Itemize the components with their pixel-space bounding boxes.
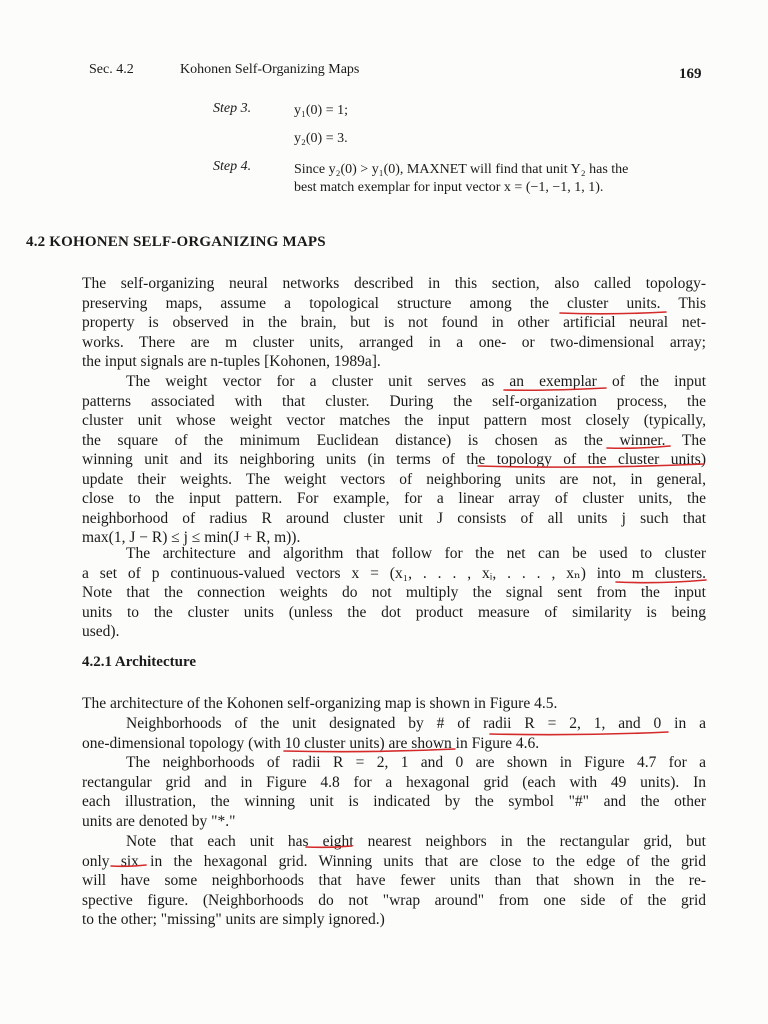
text-line: units are denoted by "*." bbox=[82, 812, 236, 830]
underline-eight bbox=[306, 846, 352, 847]
text-line: patterns associated with that cluster. During the self-organization process, the bbox=[82, 392, 706, 410]
text-line: will have some neighborhoods that have fewer units than that shown in the re- bbox=[82, 872, 706, 889]
underline-exemplar bbox=[504, 388, 606, 390]
step3-label: Step 3. bbox=[213, 101, 252, 116]
step4-line1: Since y₂(0) > y₁(0), MAXNET will find that unit Y₂ has the bbox=[294, 162, 629, 177]
running-header-section: Sec. 4.2 bbox=[89, 62, 134, 77]
text-line: update their weights. The weight vectors of neighboring units are not, in general, bbox=[82, 470, 706, 488]
text-line: only six in the hexagonal grid. Winning units that are close to the edge of the grid bbox=[82, 852, 706, 870]
text-line: The neighborhoods of radii R = 2, 1 and 0 are shown in Figure 4.7 for a bbox=[126, 754, 706, 771]
text-line: used). bbox=[82, 623, 120, 640]
text-line: winning unit and its neighboring units (in terms of the topology of the cluster units) bbox=[82, 451, 706, 468]
text-line: The architecture of the Kohonen self-organizing map is shown in Figure 4.5. bbox=[82, 695, 558, 712]
text-line: max(1, J − R) ≤ j ≤ min(J + R, m)). bbox=[82, 529, 301, 546]
running-header-title: Kohonen Self-Organizing Maps bbox=[180, 62, 360, 77]
underline-with-10-cluster-units bbox=[284, 749, 455, 752]
underline-radii bbox=[490, 732, 668, 735]
underline-cluster-units bbox=[560, 312, 666, 314]
text-line: property is observed in the brain, but is not found in other artificial neural net- bbox=[82, 314, 706, 331]
subsection-heading: 4.2.1 Architecture bbox=[82, 654, 197, 670]
step3-line2: y₂(0) = 3. bbox=[294, 131, 348, 146]
text-line: the input signals are n-tuples [Kohonen, 1989a]. bbox=[82, 353, 381, 370]
step4-line2: best match exemplar for input vector x = (−1, −1, 1, 1). bbox=[294, 180, 604, 195]
underline-topology-of-cluster-units bbox=[478, 464, 704, 467]
section-heading: 4.2 KOHONEN SELF-ORGANIZING MAPS bbox=[26, 234, 326, 250]
text-line: close to the input pattern. For example, for a linear array of cluster units, the bbox=[82, 490, 706, 507]
text-line: one-dimensional topology (with 10 cluster units) are shown in Figure 4.6. bbox=[82, 734, 540, 752]
text-line: works. There are m cluster units, arranged in a one- or two-dimensional array; bbox=[82, 333, 706, 351]
text-line: each illustration, the winning unit is indicated by the symbol "#" and the other bbox=[82, 793, 706, 810]
text-line: preserving maps, assume a topological structure among the cluster units. This bbox=[82, 294, 706, 312]
text-line: units to the cluster units (unless the dot product measure of similarity is being bbox=[82, 603, 706, 621]
page-bottom-edge bbox=[0, 1012, 768, 1013]
text-line: to the other; "missing" units are simply ignored.) bbox=[82, 911, 385, 928]
text-line: The architecture and algorithm that follow for the net can be used to cluster bbox=[126, 545, 706, 562]
text-line: neighborhood of radius R around cluster unit J consists of all units j such that bbox=[82, 509, 706, 527]
step4-label: Step 4. bbox=[213, 159, 252, 174]
underline-m-clusters bbox=[616, 580, 706, 583]
text-line: The weight vector for a cluster unit serves as an exemplar of the input bbox=[126, 373, 706, 390]
text-line: the square of the minimum Euclidean distance) is chosen as the winner. The bbox=[82, 431, 706, 449]
page-number: 169 bbox=[679, 66, 702, 82]
text-line: cluster unit whose weight vector matches the input pattern most closely (typically, bbox=[82, 412, 706, 429]
text-line: Neighborhoods of the unit designated by # of radii R = 2, 1, and 0 in a bbox=[126, 715, 706, 732]
text-line: spective figure. (Neighborhoods do not "wrap around" from one side of the grid bbox=[82, 891, 706, 909]
underline-winner bbox=[607, 446, 670, 448]
text-line: rectangular grid and in Figure 4.8 for a hexagonal grid (each with 49 units). In bbox=[82, 773, 706, 791]
text-line: The self-organizing neural networks described in this section, also called topology- bbox=[82, 275, 706, 292]
text-line: Note that each unit has eight nearest neighbors in the rectangular grid, but bbox=[126, 833, 706, 850]
text-line: a set of p continuous-valued vectors x = (x₁, . . . , xᵢ, . . . , xₙ) into m clusters. bbox=[82, 564, 706, 582]
text-line: Note that the connection weights do not multiply the signal sent from the input bbox=[82, 584, 706, 601]
step3-line1: y₁(0) = 1; bbox=[294, 103, 348, 118]
underline-six bbox=[111, 865, 146, 866]
